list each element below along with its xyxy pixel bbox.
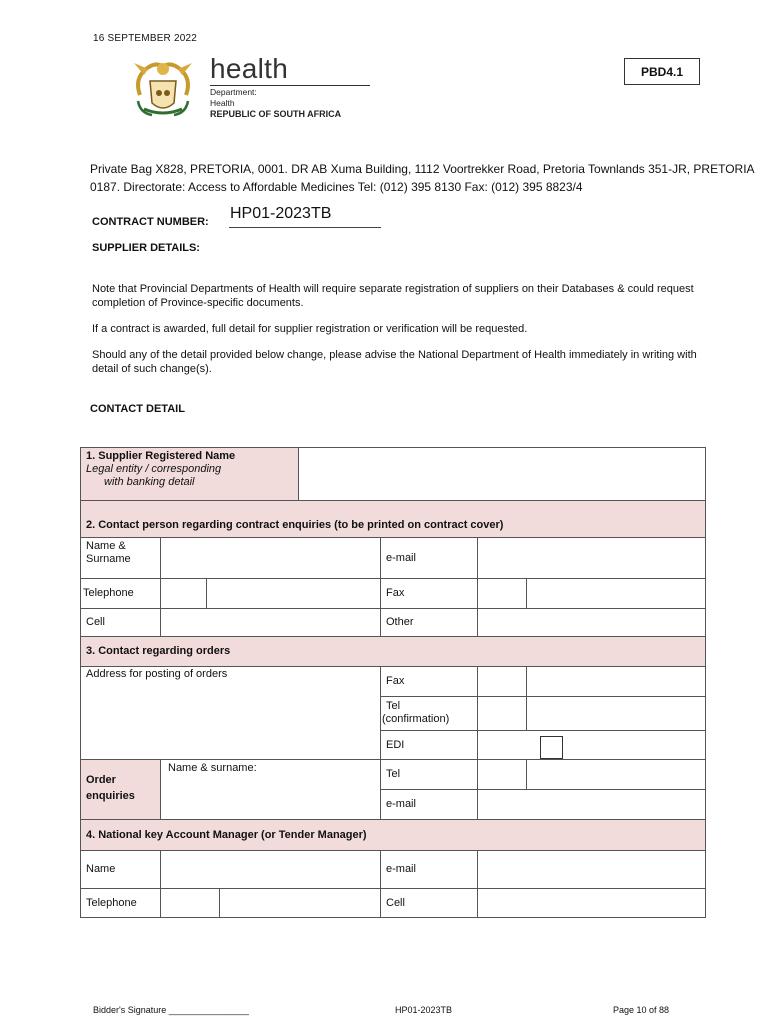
order-address-field[interactable] [80, 666, 381, 760]
contact-fax-field[interactable] [526, 578, 706, 609]
brand-rule [210, 85, 370, 86]
manager-email-label: e-mail [380, 850, 478, 889]
order-enquiries-line2: enquiries [86, 790, 135, 802]
tel-confirm-line1: Tel [386, 700, 401, 712]
contact-name-label [80, 537, 161, 579]
s1-subtitle-1: Legal entity / corresponding [86, 463, 222, 475]
contact-cell-field[interactable] [160, 608, 381, 637]
manager-cell-field[interactable] [477, 888, 706, 918]
contact-name-field[interactable] [160, 537, 381, 579]
contact-email-field[interactable] [477, 537, 706, 579]
contact-detail-heading: CONTACT DETAIL [90, 403, 185, 415]
s1-subtitle-2: with banking detail [104, 476, 195, 488]
manager-email-field[interactable] [477, 850, 706, 889]
supplier-name-label [80, 447, 299, 501]
department-logo [210, 54, 370, 119]
contact-telephone-field[interactable] [206, 578, 381, 609]
tel-confirm-line2: (confirmation) [382, 713, 450, 725]
manager-name-label: Name [80, 850, 161, 889]
contact-email-label: e-mail [380, 537, 478, 579]
orders-edi-row [477, 730, 706, 760]
contact-other-field[interactable] [477, 608, 706, 637]
contact-fax-label: Fax [380, 578, 478, 609]
order-address-label: Address for posting of orders [86, 668, 228, 680]
document-date: 16 SEPTEMBER 2022 [93, 33, 198, 44]
note-change-detail: Should any of the detail provided below change, please advise the National Department of Health immediately in writing with detail of such change(s). [92, 349, 697, 375]
enquiries-tel-label: Tel [380, 759, 478, 790]
section-2-header: 2. Contact person regarding contract enquiries (to be printed on contract cover) [80, 500, 706, 538]
contact-telephone-label: Telephone [80, 578, 161, 609]
page-number: Page 10 of 88 [613, 1005, 670, 1015]
manager-telephone-label: Telephone [80, 888, 161, 918]
manager-telephone-code-field[interactable] [160, 888, 220, 918]
edi-checkbox[interactable] [540, 736, 563, 759]
supplier-details-heading: SUPPLIER DETAILS: [92, 242, 200, 254]
order-enquiries-name-field[interactable] [160, 759, 381, 820]
orders-edi-label: EDI [380, 730, 478, 760]
orders-tel-confirm-label [380, 696, 478, 731]
brand-dept-line3: REPUBLIC OF SOUTH AFRICA [210, 109, 342, 119]
order-enquiries-line1: Order [86, 774, 116, 786]
coat-of-arms-icon [130, 55, 196, 121]
enquiries-tel-code-field[interactable] [477, 759, 527, 790]
note-contract-awarded: If a contract is awarded, full detail for supplier registration or verification will be requested. [92, 323, 528, 335]
orders-fax-code-field[interactable] [477, 666, 527, 697]
brand-dept-line2: Health [210, 98, 235, 108]
order-enquiries-name-label: Name & surname: [168, 762, 257, 774]
brand-dept-line1: Department: [210, 87, 257, 97]
enquiries-email-field[interactable] [477, 789, 706, 820]
brand-wordmark: health [210, 53, 289, 84]
manager-telephone-field[interactable] [219, 888, 381, 918]
contract-number-underline [229, 227, 381, 228]
manager-name-field[interactable] [160, 850, 381, 889]
supplier-name-field[interactable] [298, 447, 706, 501]
orders-tel-field[interactable] [526, 696, 706, 731]
name-label-line1: Name & [86, 540, 126, 552]
enquiries-email-label: e-mail [380, 789, 478, 820]
contact-telephone-code-field[interactable] [160, 578, 207, 609]
bidder-signature: Bidder's Signature ________________ [93, 1005, 249, 1015]
manager-cell-label: Cell [380, 888, 478, 918]
section-4-header: 4. National key Account Manager (or Tender Manager) [80, 819, 706, 851]
s1-title: 1. Supplier Registered Name [86, 450, 236, 462]
name-label-line2: Surname [86, 553, 131, 565]
postal-address: Private Bag X828, PRETORIA, 0001. DR AB Xuma Building, 1112 Voortrekker Road, Pretoria Townlands 351-JR, PRETORIA 0187. Directorate: Access to Affordable Medicines Tel: (012) 395 8130 Fax: (012) 395 8823/4 [90, 162, 754, 194]
contract-number-label: CONTRACT NUMBER: [92, 216, 209, 228]
contact-other-label: Other [380, 608, 478, 637]
contract-number-value[interactable]: HP01-2023TB [230, 205, 332, 222]
orders-tel-code-field[interactable] [477, 696, 527, 731]
contract-number [92, 205, 392, 229]
document-code-box: PBD4.1 [624, 58, 700, 85]
orders-fax-label: Fax [380, 666, 478, 697]
contact-fax-code-field[interactable] [477, 578, 527, 609]
contact-cell-label: Cell [80, 608, 161, 637]
orders-fax-field[interactable] [526, 666, 706, 697]
footer-contract-code: HP01-2023TB [395, 1005, 453, 1015]
enquiries-tel-field[interactable] [526, 759, 706, 790]
order-enquiries-label [80, 759, 161, 820]
note-provincial: Note that Provincial Departments of Health will require separate registration of suppliers on their Databases & could request completion of Province-specific documents. [92, 283, 694, 309]
section-3-header: 3. Contact regarding orders [80, 636, 706, 667]
